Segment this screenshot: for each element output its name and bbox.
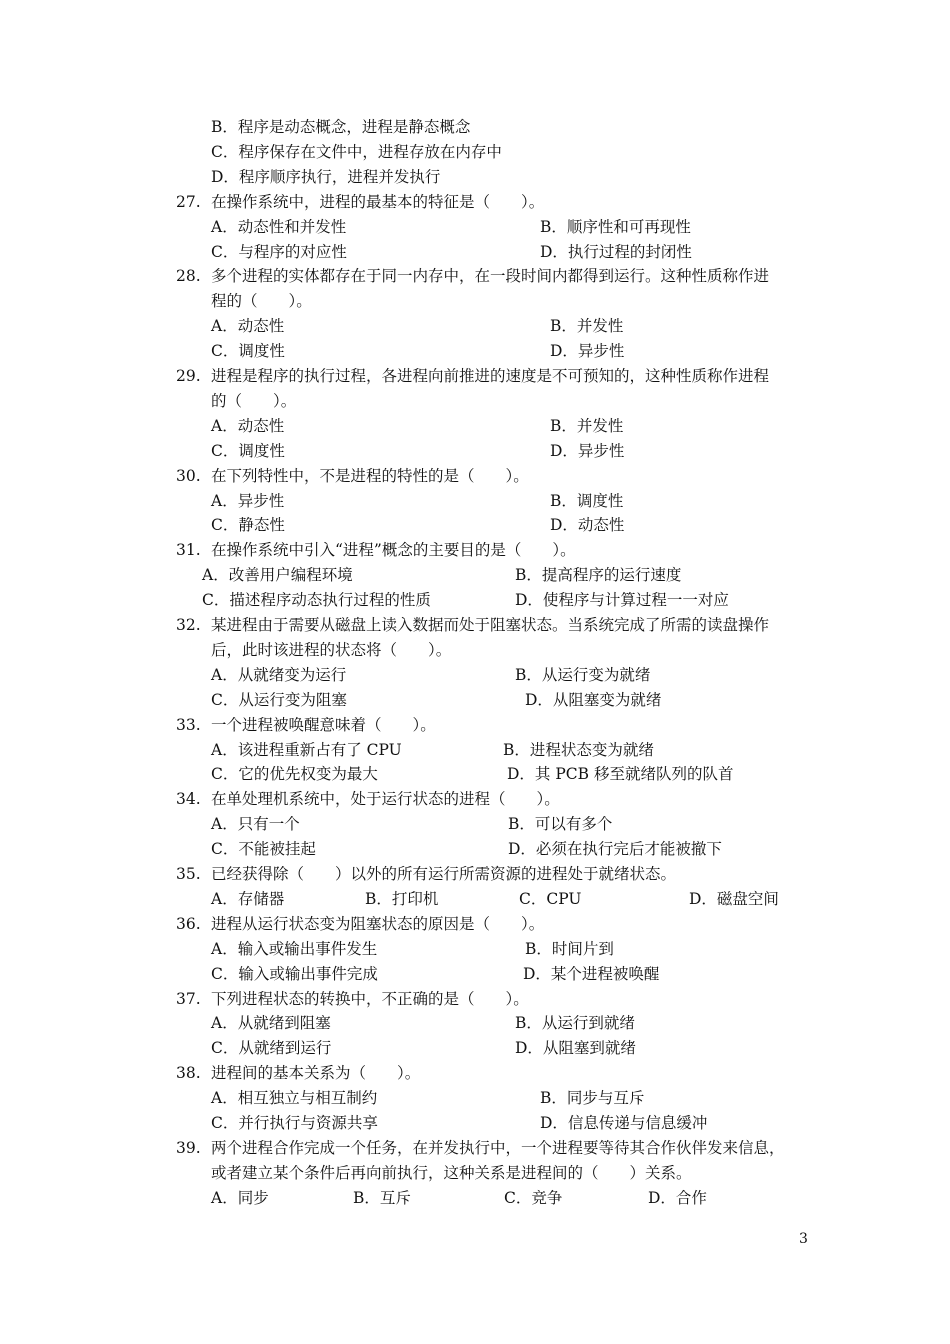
question-number: 30. [176, 466, 201, 485]
question-number: 32. [176, 616, 201, 634]
question-number: 35. [176, 865, 201, 883]
question-number: 36. [176, 914, 201, 933]
continued-option: D．程序顺序执行，进程并发执行 [211, 167, 441, 186]
answer-option: D．异步性 [550, 342, 625, 361]
answer-option: D．某个进程被唤醒 [523, 964, 660, 983]
question-number: 33. [176, 715, 201, 734]
question-number: 39. [176, 1138, 201, 1157]
answer-option: B．时间片到 [525, 939, 614, 958]
answer-option: C．从运行变为阻塞 [211, 690, 347, 709]
answer-option: D．异步性 [550, 441, 625, 460]
answer-option: B．并发性 [550, 416, 624, 435]
question-text: 多个进程的实体都存在于同一内存中，在一段时间内都得到运行。这种性质称作进 [211, 267, 770, 286]
answer-option: A．相互独立与相互制约 [211, 1089, 378, 1108]
answer-option: D．必须在执行完后才能被撤下 [508, 840, 722, 859]
answer-option: C．竞争 [504, 1188, 563, 1207]
question-text: 进程是程序的执行过程，各进程向前推进的速度是不可预知的，这种性质称作进程 [211, 367, 770, 385]
answer-option: A．输入或输出事件发生 [211, 939, 378, 958]
answer-option: B．并发性 [550, 317, 624, 336]
answer-option: D．执行过程的封闭性 [540, 242, 692, 261]
answer-option: B．进程状态变为就绪 [503, 740, 654, 759]
page-number: 3 [799, 1231, 808, 1247]
answer-option: C．从就绪到运行 [211, 1039, 332, 1058]
answer-option: A．动态性 [211, 317, 285, 336]
answer-option: C．调度性 [211, 441, 285, 460]
question-text: 进程间的基本关系为（ ）。 [211, 1064, 421, 1083]
question-text: 在操作系统中引入“进程”概念的主要目的是（ ）。 [211, 541, 576, 560]
question-text: 一个进程被唤醒意味着（ ）。 [211, 715, 436, 734]
question-number: 31. [176, 541, 201, 560]
question-text: 两个进程合作完成一个任务，在并发执行中，一个进程要等待其合作伙伴发来信息， [211, 1138, 785, 1157]
answer-option: B．互斥 [353, 1188, 411, 1207]
question-number: 27. [176, 192, 201, 211]
answer-option: D．信息传递与信息缓冲 [540, 1114, 708, 1132]
answer-option: D．其 PCB 移至就绪队列的队首 [507, 765, 734, 784]
answer-option: D．从阻塞到就绪 [515, 1039, 636, 1058]
question-number: 34. [176, 790, 201, 809]
answer-option: A．动态性 [211, 416, 285, 435]
answer-option: C．输入或输出事件完成 [211, 964, 378, 983]
question-text: 的（ ）。 [211, 391, 297, 410]
question-text: 在操作系统中，进程的最基本的特征是（ ）。 [211, 192, 545, 211]
answer-option: A．从就绪到阻塞 [211, 1014, 331, 1033]
question-text: 在下列特性中，不是进程的特性的是（ ）。 [211, 466, 529, 485]
answer-option: C．不能被挂起 [211, 840, 316, 859]
answer-option: A．异步性 [211, 491, 285, 510]
answer-option: B．提高程序的运行速度 [515, 566, 682, 585]
answer-option: A．动态性和并发性 [211, 217, 347, 236]
answer-option: B．从运行到就绪 [515, 1014, 635, 1033]
question-text: 程的（ ）。 [211, 292, 312, 311]
question-text: 在单处理机系统中，处于运行状态的进程（ ）。 [211, 790, 560, 809]
answer-option: C．与程序的对应性 [211, 242, 347, 261]
answer-option: D．磁盘空间 [689, 889, 779, 908]
continued-option: B．程序是动态概念，进程是静态概念 [211, 118, 471, 136]
answer-option: C．CPU [519, 889, 582, 908]
question-text: 下列进程状态的转换中，不正确的是（ ）。 [211, 989, 529, 1008]
answer-option: A．只有一个 [211, 815, 300, 834]
answer-option: D．合作 [648, 1188, 707, 1207]
answer-option: D．从阻塞变为就绪 [525, 690, 662, 709]
answer-option: C．静态性 [211, 516, 285, 535]
question-number: 38. [176, 1064, 201, 1083]
continued-option: C．程序保存在文件中，进程存放在内存中 [211, 142, 502, 161]
question-text: 某进程由于需要从磁盘上读入数据而处于阻塞状态。当系统完成了所需的读盘操作 [211, 616, 770, 634]
answer-option: B．同步与互斥 [540, 1089, 645, 1108]
question-number: 28. [176, 267, 201, 286]
answer-option: A．存储器 [211, 889, 285, 908]
question-number: 29. [176, 367, 201, 385]
question-text: 后，此时该进程的状态将（ ）。 [211, 640, 452, 659]
answer-option: C．并行执行与资源共享 [211, 1114, 378, 1132]
question-text: 已经获得除（ ）以外的所有运行所需资源的进程处于就绪状态。 [211, 865, 677, 883]
answer-option: C．调度性 [211, 342, 285, 361]
question-number: 37. [176, 989, 201, 1008]
answer-option: B．调度性 [550, 491, 624, 510]
answer-option: B．可以有多个 [508, 815, 613, 834]
answer-option: C．描述程序动态执行过程的性质 [202, 591, 431, 610]
answer-option: A．改善用户编程环境 [202, 566, 353, 585]
question-text: 进程从运行状态变为阻塞状态的原因是（ ）。 [211, 914, 545, 933]
question-text: 或者建立某个条件后再向前执行，这种关系是进程间的（ ）关系。 [211, 1163, 692, 1182]
answer-option: C．它的优先权变为最大 [211, 765, 378, 784]
answer-option: B．打印机 [365, 889, 439, 908]
answer-option: A．从就绪变为运行 [211, 665, 347, 684]
answer-option: D．使程序与计算过程一一对应 [515, 591, 729, 610]
answer-option: D．动态性 [550, 516, 625, 535]
answer-option: A．该进程重新占有了 CPU [211, 740, 402, 759]
answer-option: B．顺序性和可再现性 [540, 217, 691, 236]
answer-option: A．同步 [211, 1188, 269, 1207]
answer-option: B．从运行变为就绪 [515, 665, 651, 684]
